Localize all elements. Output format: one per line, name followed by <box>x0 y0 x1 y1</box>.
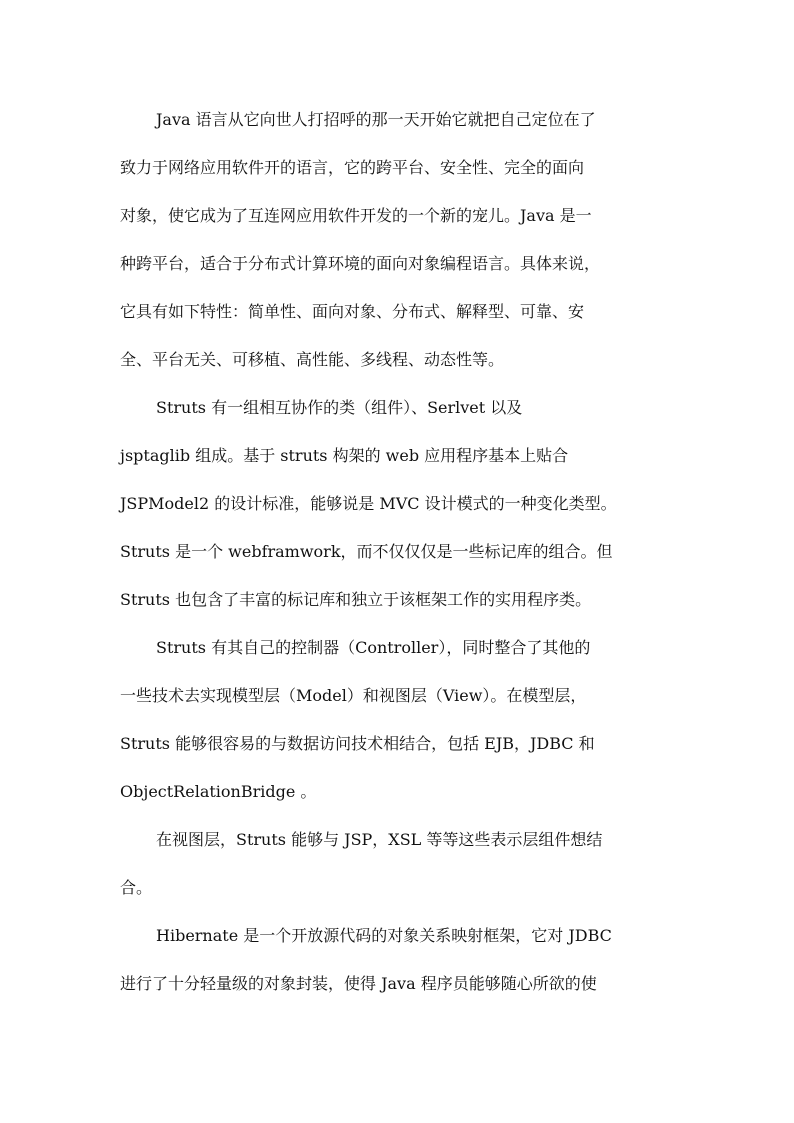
text-line: Struts 有其自己的控制器（Controller），同时整合了其他的 <box>156 638 591 657</box>
text-line: 致力于网络应用软件开的语言，它的跨平台、安全性、完全的面向 <box>120 158 585 177</box>
text-line: 在视图层，Struts 能够与 JSP，XSL 等等这些表示层组件想结 <box>156 830 603 849</box>
text-line: Hibernate 是一个开放源代码的对象关系映射框架，它对 JDBC <box>156 926 612 945</box>
document-body <box>120 104 680 1016</box>
text-line: Struts 也包含了丰富的标记库和独立于该框架工作的实用程序类。 <box>120 590 592 609</box>
text-line: Struts 能够很容易的与数据访问技术相结合，包括 EJB，JDBC 和 <box>120 734 595 753</box>
text-line: ObjectRelationBridge 。 <box>120 782 317 801</box>
text-line: jsptaglib 组成。基于 struts 构架的 web 应用程序基本上贴合 <box>120 446 569 465</box>
paragraph-hibernate <box>120 920 680 1016</box>
text-line: Struts 有一组相互协作的类（组件）、Serlvet 以及 <box>156 398 523 417</box>
text-line: 对象，使它成为了互连网应用软件开发的一个新的宠儿。Java 是一 <box>120 206 592 225</box>
paragraph-java-intro <box>120 104 680 392</box>
paragraph-struts-controller <box>120 632 680 824</box>
text-line: Java 语言从它向世人打招呼的那一天开始它就把自己定位在了 <box>156 110 596 129</box>
text-line: 一些技术去实现模型层（Model）和视图层（View）。在模型层， <box>120 686 587 705</box>
text-line: 全、平台无关、可移植、高性能、多线程、动态性等。 <box>120 350 505 369</box>
text-line: JSPModel2 的设计标准，能够说是 MVC 设计模式的一种变化类型。 <box>120 494 617 513</box>
text-line: 进行了十分轻量级的对象封装，使得 Java 程序员能够随心所欲的使 <box>120 974 597 993</box>
paragraph-struts-intro <box>120 392 680 632</box>
text-line: Struts 是一个 webframwork，而不仅仅仅是一些标记库的组合。但 <box>120 542 613 561</box>
text-line: 种跨平台，适合于分布式计算环境的面向对象编程语言。具体来说， <box>120 254 601 273</box>
text-line: 合。 <box>120 878 153 897</box>
text-line: 它具有如下特性：简单性、面向对象、分布式、解释型、可靠、安 <box>120 302 585 321</box>
paragraph-view-layer <box>120 824 680 920</box>
